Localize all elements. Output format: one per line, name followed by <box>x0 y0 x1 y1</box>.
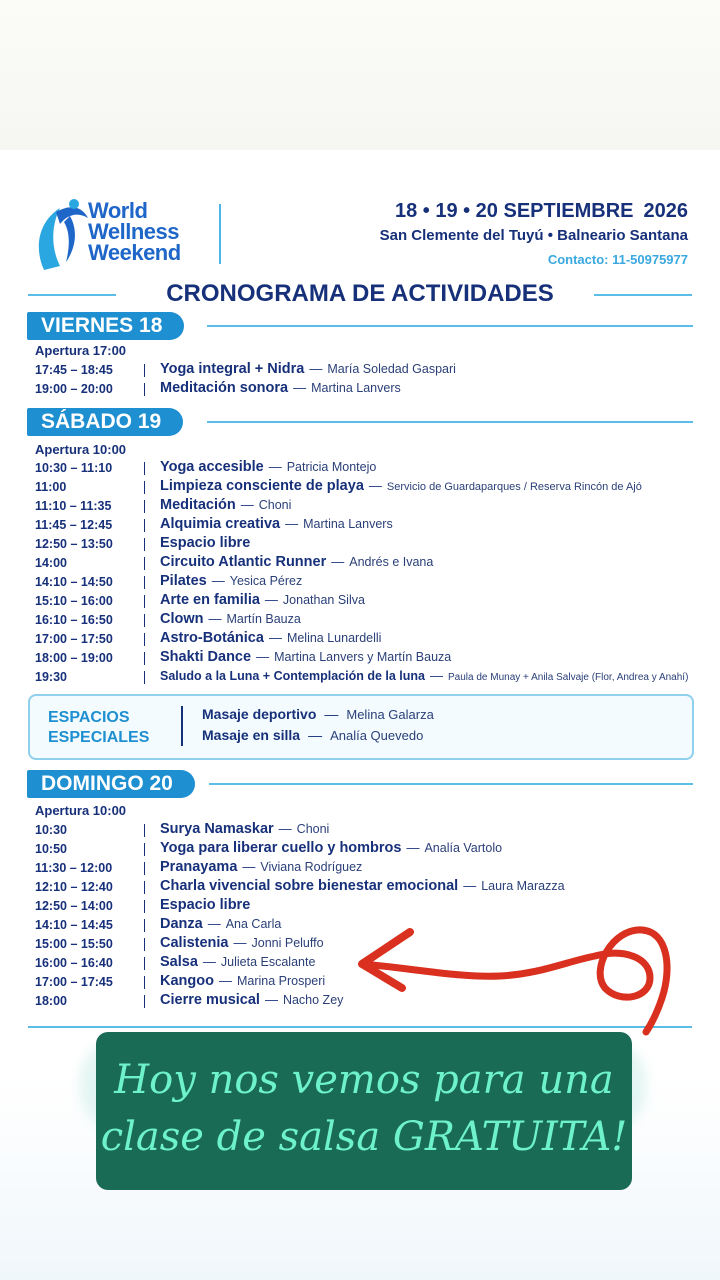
schedule-row: 14:10 – 14:45 Danza — Ana Carla <box>35 916 282 932</box>
activity-name: Masaje en silla <box>202 727 301 743</box>
activity-name: Cierre musical <box>160 992 260 1008</box>
schedule-row: 11:45 – 12:45 Alquimia creativa — Martina Lanvers <box>35 516 393 532</box>
row-time: 17:45 – 18:45 <box>35 363 113 377</box>
activity-name: Espacio libre <box>160 897 251 913</box>
activity-host: Martín Bauza <box>226 612 301 626</box>
day-rule <box>207 421 693 423</box>
activity-name: Yoga para liberar cuello y hombros <box>160 840 402 856</box>
schedule-row <box>35 897 695 916</box>
apertura-domingo: Apertura 10:00 <box>35 803 127 818</box>
row-time: 15:00 – 15:50 <box>35 937 113 951</box>
activity-host: Martina Lanvers <box>303 517 393 531</box>
row-time: 19:00 – 20:00 <box>35 382 113 396</box>
schedule-row: 16:10 – 16:50 Clown — Martín Bauza <box>35 611 301 627</box>
activity-host: Jonathan Silva <box>282 593 365 607</box>
day-header-sabado <box>27 408 693 436</box>
schedule-row: 16:00 – 16:40 Salsa — Julieta Escalante <box>35 954 316 970</box>
schedule-row: 15:00 – 15:50 Calistenia — Jonni Peluffo <box>35 935 324 951</box>
activity-name: Arte en familia <box>160 592 260 608</box>
date-range: 18 • 19 • 20 SEPTIEMBRE <box>394 200 634 222</box>
activity-host: Marina Prosperi <box>236 974 326 988</box>
activity-host: Julieta Escalante <box>220 955 316 969</box>
schedule-row: 19:00 – 20:00 Meditación sonora — Martina Lanvers <box>35 380 401 396</box>
row-time: 11:10 – 11:35 <box>35 499 112 513</box>
schedule-row: 18:00 Cierre musical — Nacho Zey <box>35 992 344 1008</box>
day-label: VIERNES 18 <box>27 312 184 340</box>
special-item: Masaje en silla — Analía Quevedo <box>202 727 424 743</box>
hand-drawn-arrow-icon <box>350 918 680 1048</box>
schedule-row: 14:10 – 14:50 Pilates — Yesica Pérez <box>35 573 303 589</box>
event-year: 2026 <box>643 200 688 222</box>
promo-banner <box>96 1032 632 1190</box>
logo-line: Wellness <box>88 219 179 244</box>
row-time: 19:30 <box>35 670 67 684</box>
day-header-domingo <box>27 770 693 798</box>
activity-name: Salsa <box>160 954 198 970</box>
apertura-viernes: Apertura 17:00 <box>35 343 127 358</box>
activity-name: Pilates <box>160 573 207 589</box>
row-time: 16:10 – 16:50 <box>35 613 113 627</box>
box-divider <box>181 706 183 746</box>
special-spaces-box <box>28 694 694 760</box>
day-label: SÁBADO 19 <box>27 408 183 436</box>
row-time: 11:45 – 12:45 <box>35 518 113 532</box>
activity-name: Alquimia creativa <box>160 516 281 532</box>
activity-host: Ana Carla <box>225 917 282 931</box>
schedule-viernes <box>35 361 695 399</box>
schedule-row: 15:10 – 16:00 Arte en familia — Jonathan Silva <box>35 592 365 608</box>
row-time: 10:50 <box>35 842 67 856</box>
activity-host: Analía Vartolo <box>424 841 503 855</box>
activity-host: Laura Marazza <box>481 879 565 893</box>
row-time: 18:00 – 19:00 <box>35 651 113 665</box>
schedule-row: 14:00 Circuito Atlantic Runner — Andrés e Ivana <box>35 554 434 570</box>
activity-host: Paula de Munay + Anila Salvaje (Flor, Andrea y Anahí) <box>447 672 689 683</box>
activity-host: Melina Lunardelli <box>286 631 382 645</box>
activity-name: Masaje deportivo <box>202 706 317 722</box>
row-time: 14:00 <box>35 556 67 570</box>
row-time: 12:50 – 14:00 <box>35 899 113 913</box>
special-item: Masaje deportivo — Melina Galarza <box>202 706 434 722</box>
header-divider <box>219 204 221 264</box>
event-info <box>380 200 688 267</box>
activity-host: María Soledad Gaspari <box>327 362 456 376</box>
row-time: 12:50 – 13:50 <box>35 537 113 551</box>
special-spaces-list <box>202 706 434 748</box>
activity-name: Shakti Dance <box>160 649 252 665</box>
schedule-row: 17:00 – 17:50 Astro-Botánica — Melina Lunardelli <box>35 630 382 646</box>
activity-name: Danza <box>160 916 203 932</box>
activity-name: Calistenia <box>160 935 229 951</box>
promo-line: Hoy nos vemos para una <box>114 1057 614 1103</box>
schedule-row <box>35 535 695 554</box>
activity-name: Saludo a la Luna + Contemplación de la luna <box>160 669 425 683</box>
schedule-row: 10:30 – 11:10 Yoga accesible — Patricia Montejo <box>35 459 377 475</box>
row-time: 14:10 – 14:50 <box>35 575 113 589</box>
activity-name: Circuito Atlantic Runner <box>160 554 327 570</box>
day-header-viernes <box>27 312 693 340</box>
logo-line: Weekend <box>88 240 181 265</box>
row-time: 17:00 – 17:45 <box>35 975 113 989</box>
activity-host: Analía Quevedo <box>330 728 424 743</box>
event-place: San Clemente del Tuyú • Balneario Santana <box>379 227 688 244</box>
schedule-row: 17:45 – 18:45 Yoga integral + Nidra — María Soledad Gaspari <box>35 361 456 377</box>
activity-host: Jonni Peluffo <box>251 936 324 950</box>
row-time: 10:30 – 11:10 <box>35 461 113 475</box>
activity-host: Andrés e Ivana <box>349 555 434 569</box>
activity-name: Meditación <box>160 497 236 513</box>
row-time: 14:10 – 14:45 <box>35 918 113 932</box>
schedule-row: 17:00 – 17:45 Kangoo — Marina Prosperi <box>35 973 326 989</box>
schedule-row: 19:30 Saludo a la Luna + Contemplación de la luna — Paula de Munay + Anila Salvaje (Flor, Andrea y Anahí) <box>35 668 689 684</box>
activity-name: Limpieza consciente de playa <box>160 478 364 494</box>
schedule-row: 12:10 – 12:40 Charla vivencial sobre bienestar emocional — Laura Marazza <box>35 878 565 894</box>
activity-name: Yoga accesible <box>160 459 264 475</box>
activity-host: Choni <box>296 822 330 836</box>
label-line: ESPACIOS <box>48 709 130 726</box>
activity-host: Patricia Montejo <box>286 460 377 474</box>
day-rule <box>209 783 693 785</box>
schedule-row: 10:50 Yoga para liberar cuello y hombros — Analía Vartolo <box>35 840 503 856</box>
activity-host: Nacho Zey <box>282 993 344 1007</box>
top-background <box>0 0 720 150</box>
activity-name: Pranayama <box>160 859 238 875</box>
activity-host: Yesica Pérez <box>229 574 303 588</box>
title-row <box>28 280 692 310</box>
schedule-row: 11:10 – 11:35 Meditación — Choni <box>35 497 292 513</box>
activity-name: Kangoo <box>160 973 214 989</box>
row-time: 18:00 <box>35 994 67 1008</box>
activity-host: Martina Lanvers <box>311 381 401 395</box>
label-line: ESPECIALES <box>48 729 150 746</box>
row-time: 17:00 – 17:50 <box>35 632 113 646</box>
activity-host: Melina Galarza <box>346 707 434 722</box>
row-time: 11:00 <box>35 480 67 494</box>
activity-name: Clown <box>160 611 204 627</box>
row-time: 10:30 <box>35 823 67 837</box>
schedule-sabado <box>35 459 695 687</box>
activity-name: Surya Namaskar <box>160 821 274 837</box>
activity-name: Yoga integral + Nidra <box>160 361 305 377</box>
activity-host: Choni <box>258 498 292 512</box>
activity-host: Viviana Rodríguez <box>260 860 363 874</box>
activity-host: Servicio de Guardaparques / Reserva Rincón de Ajó <box>386 481 642 493</box>
row-time: 16:00 – 16:40 <box>35 956 113 970</box>
promo-line: clase de salsa GRATUITA! <box>100 1114 628 1160</box>
activity-name: Meditación sonora <box>160 380 289 396</box>
schedule-row: 18:00 – 19:00 Shakti Dance — Martina Lanvers y Martín Bauza <box>35 649 452 665</box>
activity-name: Astro-Botánica <box>160 630 264 646</box>
page-title: CRONOGRAMA DE ACTIVIDADES <box>166 280 554 307</box>
row-time: 15:10 – 16:00 <box>35 594 113 608</box>
schedule-row: 11:30 – 12:00 Pranayama — Viviana Rodríguez <box>35 859 363 875</box>
promo-text <box>96 1052 632 1166</box>
activity-name: Espacio libre <box>160 535 251 551</box>
event-contact: Contacto: 11-50975977 <box>547 252 688 267</box>
day-rule <box>207 325 693 327</box>
logo-line: World <box>88 198 148 223</box>
row-time: 12:10 – 12:40 <box>35 880 113 894</box>
event-dates <box>380 200 688 223</box>
apertura-sabado: Apertura 10:00 <box>35 442 127 457</box>
day-label: DOMINGO 20 <box>27 770 195 798</box>
activity-host: Martina Lanvers y Martín Bauza <box>274 650 452 664</box>
schedule-row: 11:00 Limpieza consciente de playa — Servicio de Guardaparques / Reserva Rincón de Ajó <box>35 478 642 494</box>
schedule-row: 10:30 Surya Namaskar — Choni <box>35 821 330 837</box>
logo-wordmark <box>88 200 181 263</box>
special-spaces-label <box>48 708 149 748</box>
activity-name: Charla vivencial sobre bienestar emocional <box>160 878 459 894</box>
row-time: 11:30 – 12:00 <box>35 861 113 875</box>
